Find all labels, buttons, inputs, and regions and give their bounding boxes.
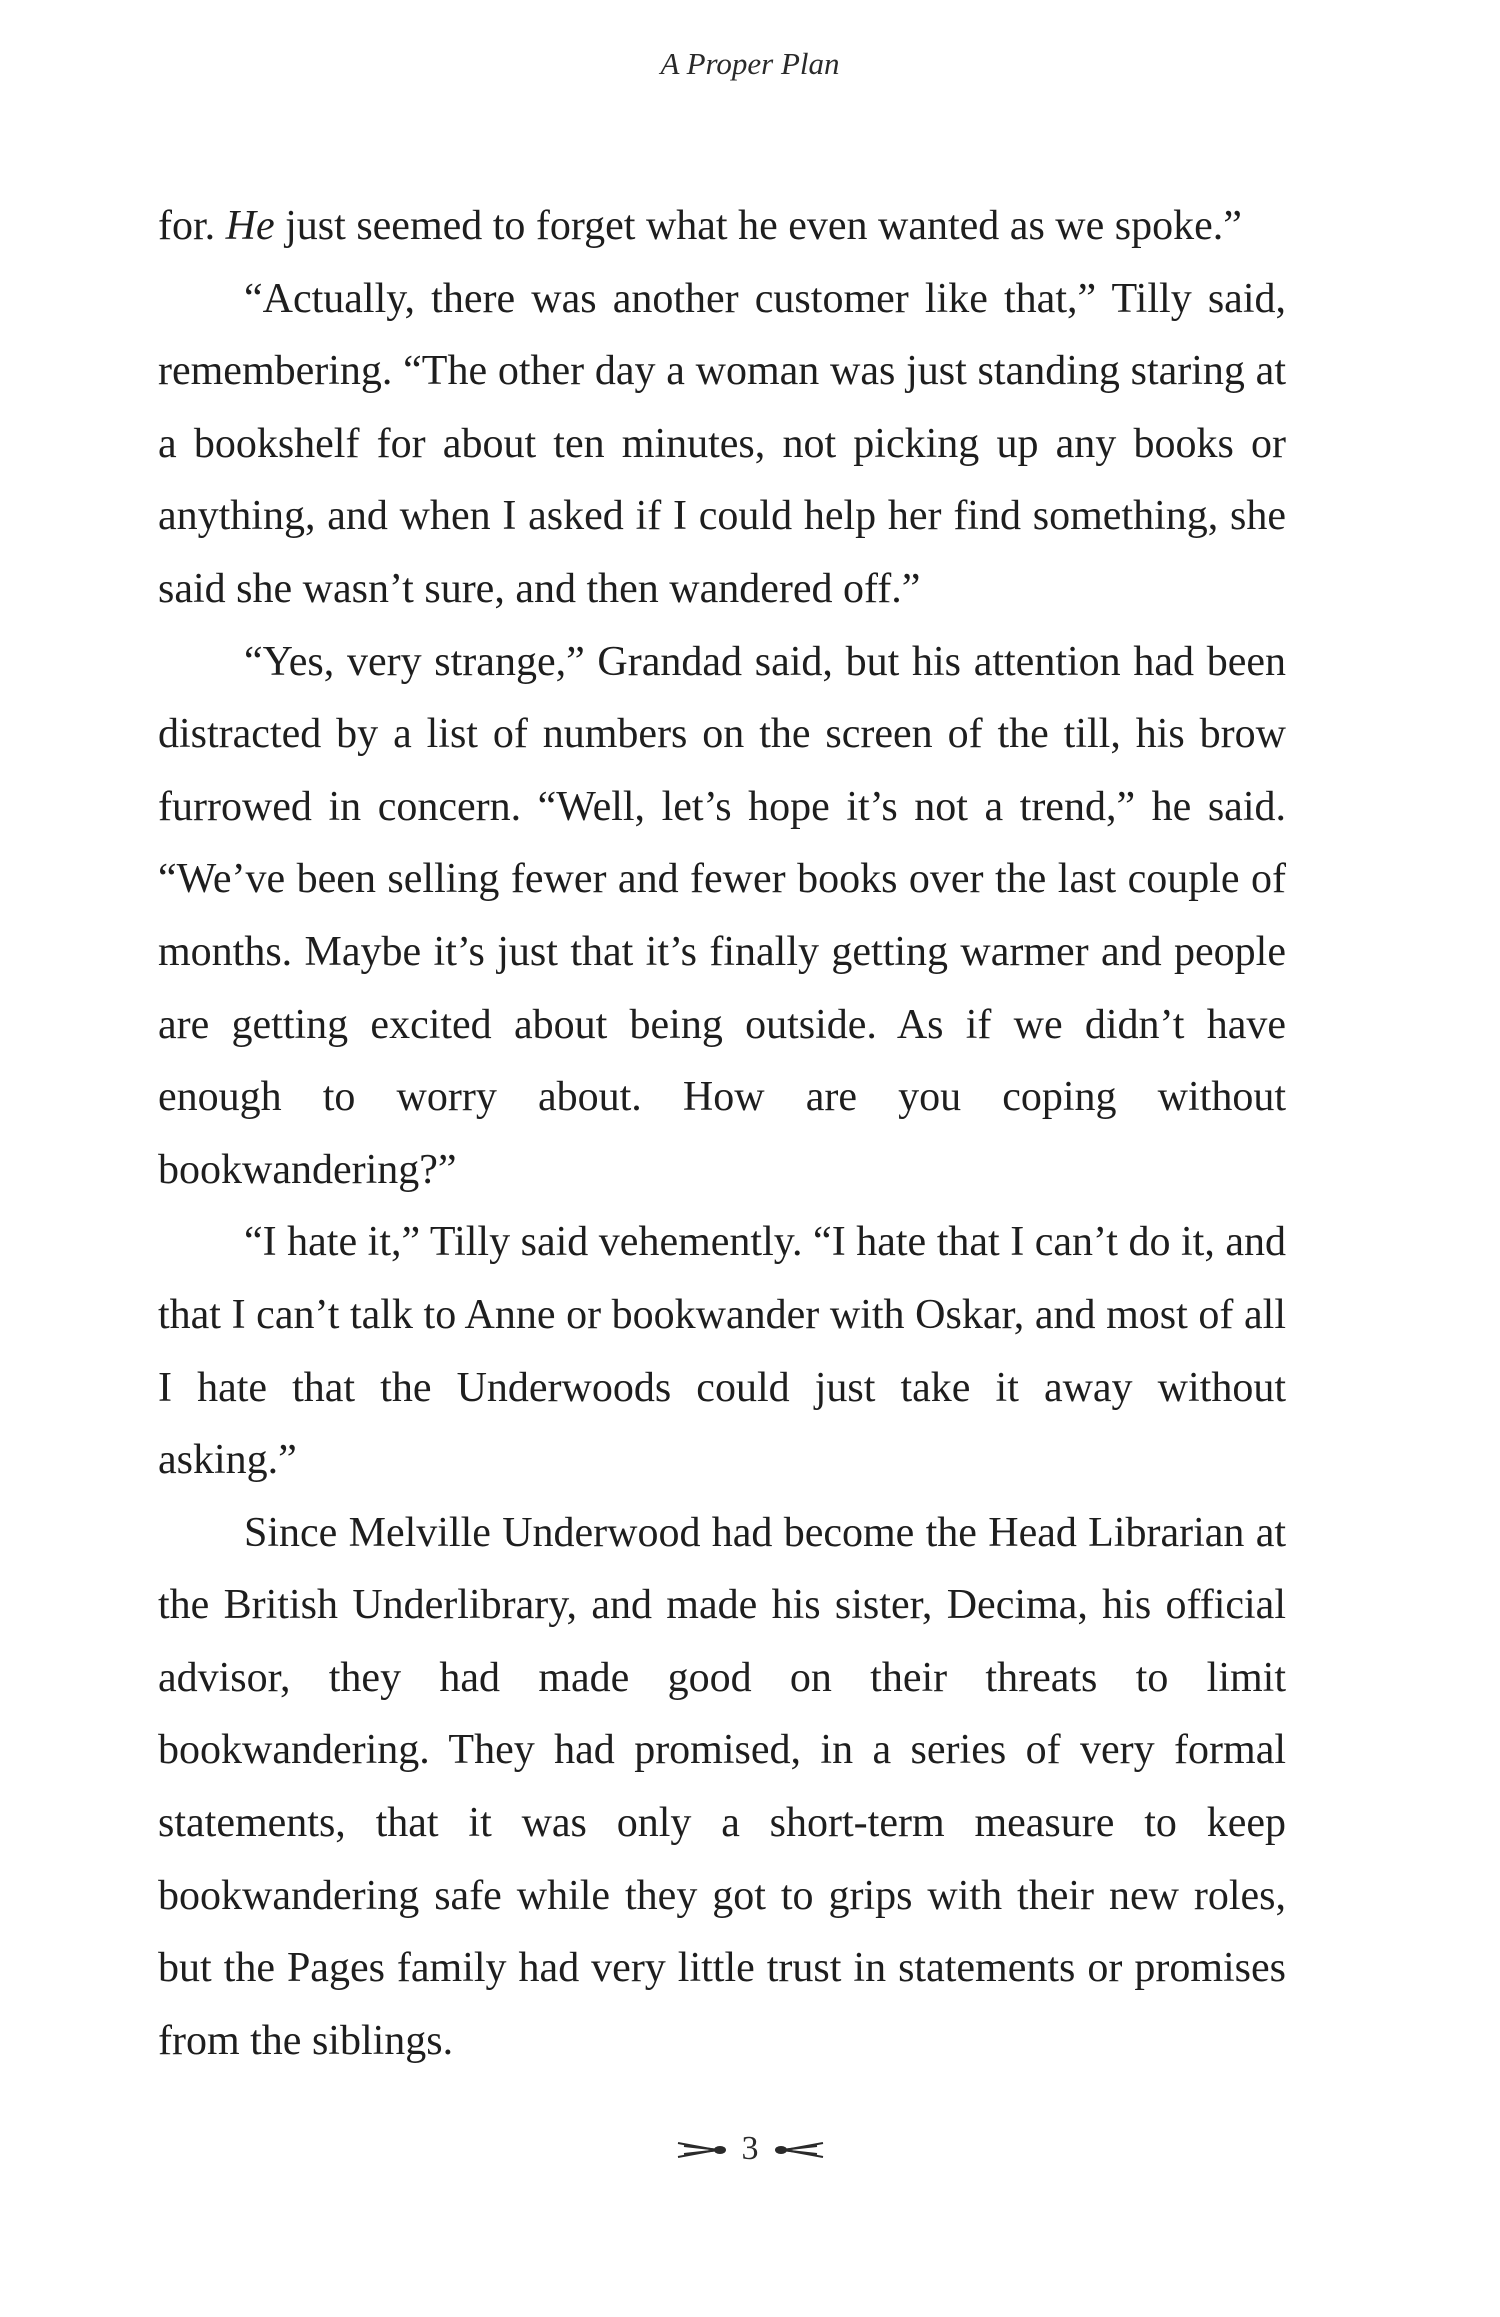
paragraph xyxy=(158,1497,1286,2078)
italic-run: He xyxy=(225,203,275,249)
paragraph xyxy=(158,626,1286,1207)
paragraph xyxy=(158,190,1286,263)
text-run: “Actually, there was another customer like that,” Tilly said, remembering. “The other day a woman was just standing staring at a bookshelf for about ten minutes, not picking up any books or anything, and when I asked if I could help her find something, she said she wasn’t sure, and then wandered off.” xyxy=(158,275,1286,612)
left-ornament-icon xyxy=(676,2132,728,2170)
text-run: Since Melville Underwood had become the Head Librarian at the British Underlibrary, and made his sister, Decima, his official advisor, they had made good on their threats to limit bookwandering. They had promised, in a series of very formal statements, that it was only a short-term measure to keep bookwandering safe while they got to grips with their new roles, but the Pages family had very little trust in statements or promises from the siblings. xyxy=(158,1509,1286,2064)
paragraph xyxy=(158,1206,1286,1496)
page-number: 3 xyxy=(741,2130,759,2167)
text-run: just seemed to forget what he even wanted as we spoke.” xyxy=(274,203,1242,249)
running-head: A Proper Plan xyxy=(660,46,840,81)
text-run: “I hate it,” Tilly said vehemently. “I hate that I can’t do it, and that I can’t talk to Anne or bookwander with Oskar, and most of all I hate that the Underwoods could just take it away without asking.” xyxy=(158,1219,1286,1484)
paragraph xyxy=(158,263,1286,626)
folio xyxy=(0,2130,1500,2170)
text-run: “Yes, very strange,” Grandad said, but his attention had been distracted by a list of numbers on the screen of the till, his brow furrowed in concern. “Well, let’s hope it’s not a trend,” he said. “We’ve been selling fewer and fewer books over the last couple of months. Maybe it’s just that it’s finally getting warmer and people are getting excited about being outside. As if we didn’t have enough to worry about. How are you coping without bookwandering?” xyxy=(158,638,1286,1193)
text-run: for. xyxy=(158,203,226,249)
body-text xyxy=(158,190,1286,2077)
right-ornament-icon xyxy=(773,2132,825,2170)
